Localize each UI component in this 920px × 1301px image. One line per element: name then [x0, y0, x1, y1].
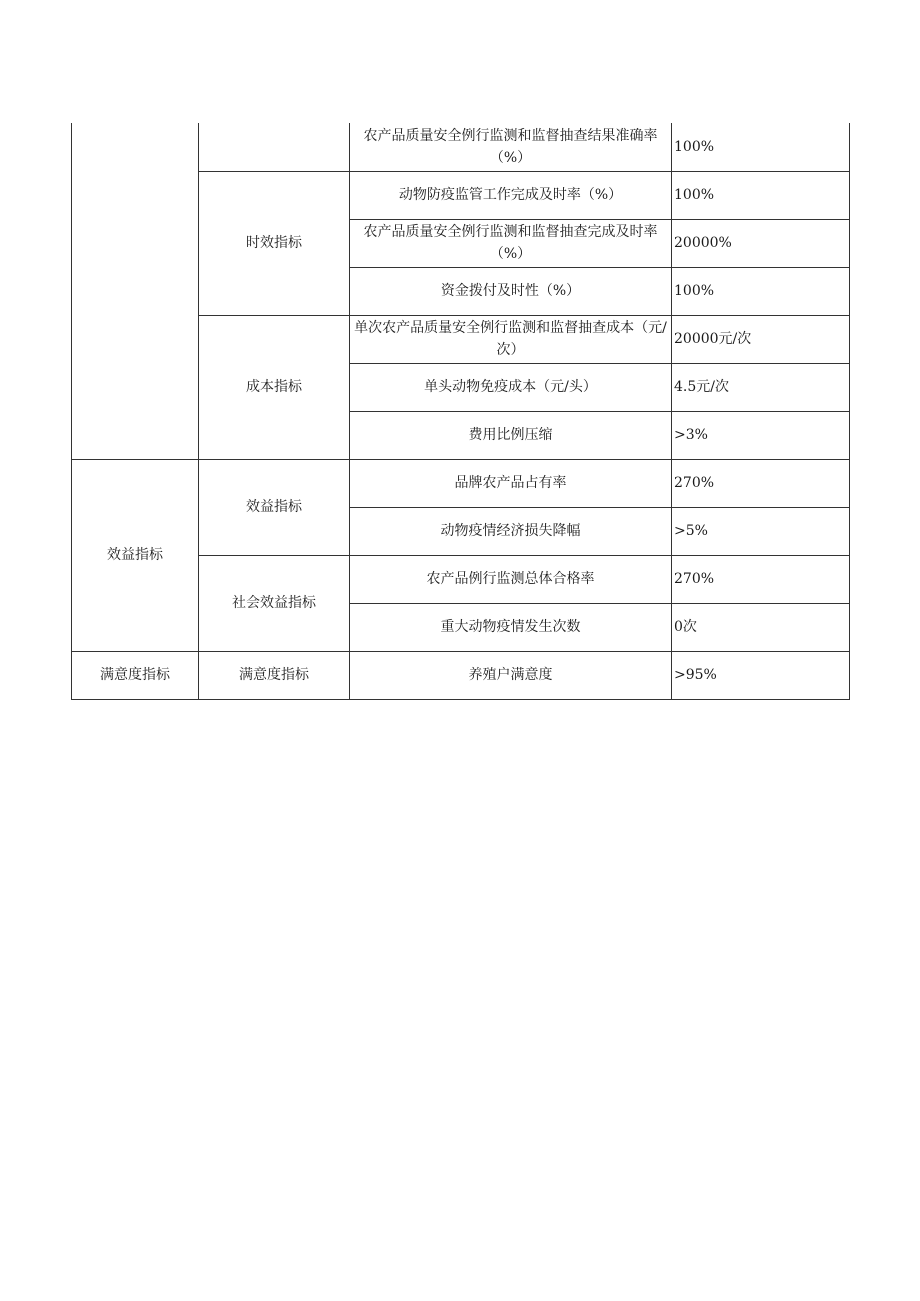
indicator-value-cell: 100%: [672, 267, 850, 315]
level2-indicator-cell: [199, 123, 350, 171]
level3-indicator-cell: 动物疫情经济损失降幅: [350, 507, 672, 555]
indicator-value-cell: >5%: [672, 507, 850, 555]
indicator-value-cell: 270%: [672, 555, 850, 603]
indicator-value-cell: 100%: [672, 123, 850, 171]
level1-indicator-cell: 效益指标: [72, 459, 199, 651]
level3-indicator-cell: 单次农产品质量安全例行监测和监督抽查成本（元/次）: [350, 315, 672, 363]
level2-indicator-cell: 成本指标: [199, 315, 350, 459]
indicator-value-cell: >3%: [672, 411, 850, 459]
level3-indicator-cell: 农产品质量安全例行监测和监督抽查完成及时率（%）: [350, 219, 672, 267]
indicator-value-cell: 100%: [672, 171, 850, 219]
level3-indicator-cell: 养殖户满意度: [350, 651, 672, 699]
level2-indicator-cell: 社会效益指标: [199, 555, 350, 651]
level3-indicator-cell: 品牌农产品占有率: [350, 459, 672, 507]
indicator-value-cell: 4.5元/次: [672, 363, 850, 411]
indicator-value-cell: 20000元/次: [672, 315, 850, 363]
table-row: [72, 459, 850, 507]
table-row: [72, 651, 850, 699]
level2-indicator-cell: 时效指标: [199, 171, 350, 315]
level3-indicator-cell: 重大动物疫情发生次数: [350, 603, 672, 651]
table-row: [72, 123, 850, 171]
level3-indicator-cell: 动物防疫监管工作完成及时率（%）: [350, 171, 672, 219]
level3-indicator-cell: 单头动物免疫成本（元/头）: [350, 363, 672, 411]
level1-indicator-cell: 满意度指标: [72, 651, 199, 699]
indicator-value-cell: 270%: [672, 459, 850, 507]
level2-indicator-cell: 满意度指标: [199, 651, 350, 699]
level3-indicator-cell: 农产品质量安全例行监测和监督抽查结果准确率（%）: [350, 123, 672, 171]
indicator-value-cell: 20000%: [672, 219, 850, 267]
level1-indicator-cell: [72, 123, 199, 459]
level3-indicator-cell: 费用比例压缩: [350, 411, 672, 459]
indicator-value-cell: 0次: [672, 603, 850, 651]
level3-indicator-cell: 农产品例行监测总体合格率: [350, 555, 672, 603]
level2-indicator-cell: 效益指标: [199, 459, 350, 555]
performance-indicator-table: [71, 123, 850, 700]
level3-indicator-cell: 资金拨付及时性（%）: [350, 267, 672, 315]
indicator-value-cell: >95%: [672, 651, 850, 699]
